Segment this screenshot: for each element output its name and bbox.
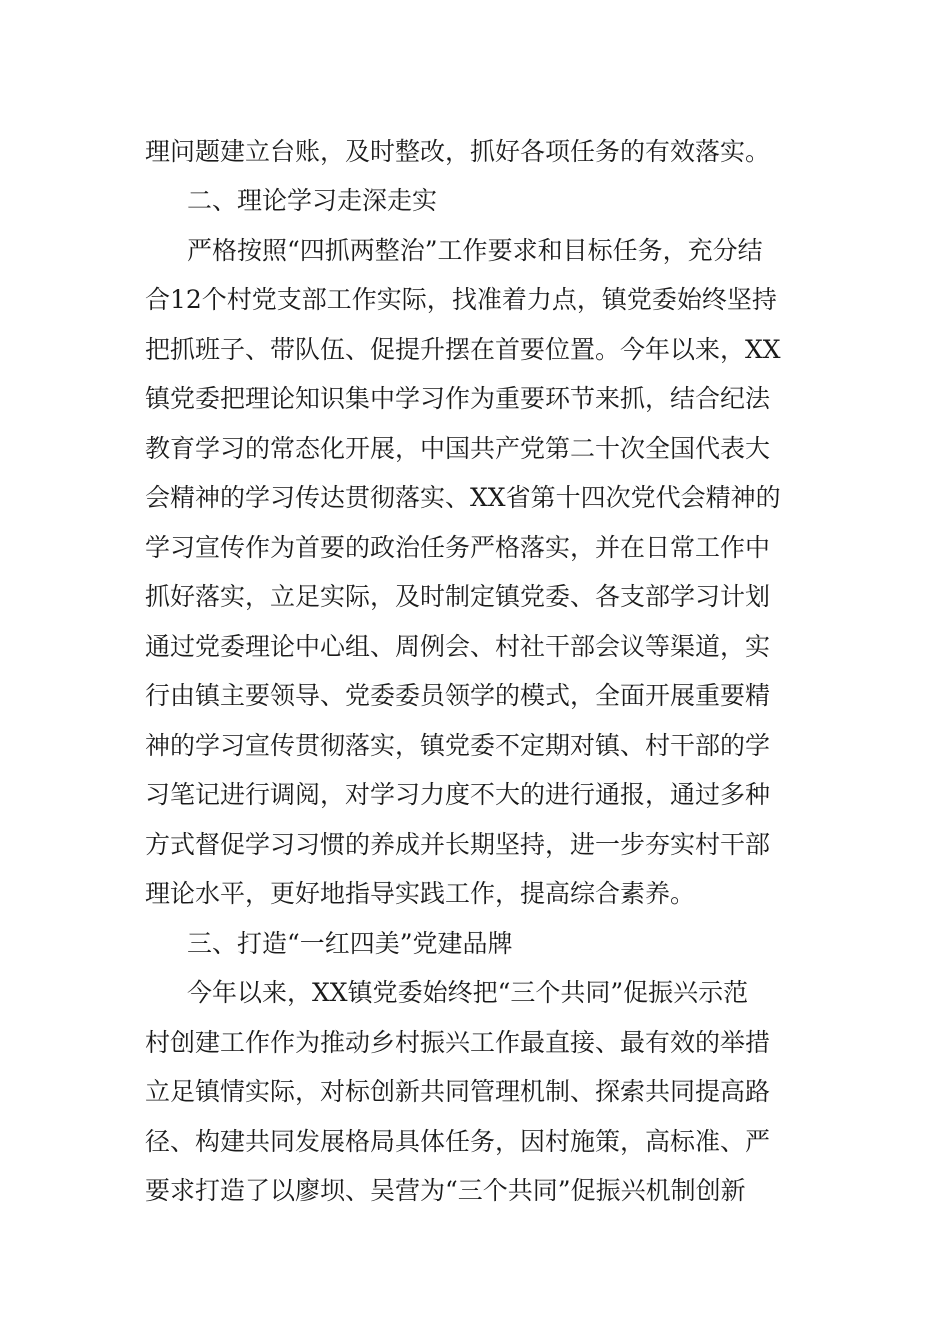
- paragraph-line: 严格按照“四抓两整治”工作要求和目标任务，充分结: [187, 236, 763, 265]
- paragraph-line: 合12个村党支部工作实际，找准着力点，镇党委始终坚持: [145, 285, 777, 314]
- paragraph-line: 理论水平，更好地指导实践工作，提高综合素养。: [145, 879, 696, 908]
- paragraph-line: 要求打造了以廖坝、吴营为“三个共同”促振兴机制创新: [145, 1176, 746, 1205]
- paragraph-line: 抓好落实，立足实际，及时制定镇党委、各支部学习计划: [145, 582, 771, 611]
- paragraph-line: 镇党委把理论知识集中学习作为重要环节来抓，结合纪法: [145, 384, 771, 413]
- paragraph-line: 今年以来，XX镇党委始终把“三个共同”促振兴示范: [187, 978, 749, 1007]
- paragraph-line: 方式督促学习习惯的养成并长期坚持，进一步夯实村干部: [145, 830, 771, 859]
- section-heading-3: 三、打造“一红四美”党建品牌: [187, 929, 513, 958]
- paragraph-line: 通过党委理论中心组、周例会、村社干部会议等渠道，实: [145, 632, 771, 661]
- paragraph-line: 立足镇情实际，对标创新共同管理机制、探索共同提高路: [145, 1077, 771, 1106]
- paragraph-line: 径、构建共同发展格局具体任务，因村施策，高标准、严: [145, 1127, 771, 1156]
- paragraph-line: 理问题建立台账，及时整改，抓好各项任务的有效落实。: [145, 137, 771, 166]
- paragraph-line: 会精神的学习传达贯彻落实、XX省第十四次党代会精神的: [145, 483, 781, 512]
- paragraph-line: 神的学习宣传贯彻落实，镇党委不定期对镇、村干部的学: [145, 731, 771, 760]
- paragraph-line: 把抓班子、带队伍、促提升摆在首要位置。今年以来，XX: [145, 335, 781, 364]
- paragraph-line: 教育学习的常态化开展，中国共产党第二十次全国代表大: [145, 434, 771, 463]
- paragraph-line: 学习宣传作为首要的政治任务严格落实，并在日常工作中: [145, 533, 771, 562]
- paragraph-line: 村创建工作作为推动乡村振兴工作最直接、最有效的举措: [145, 1028, 771, 1057]
- paragraph-line: 习笔记进行调阅，对学习力度不大的进行通报，通过多种: [145, 780, 771, 809]
- paragraph-line: 行由镇主要领导、党委委员领学的模式，全面开展重要精: [145, 681, 771, 710]
- section-heading-2: 二、理论学习走深走实: [187, 186, 438, 215]
